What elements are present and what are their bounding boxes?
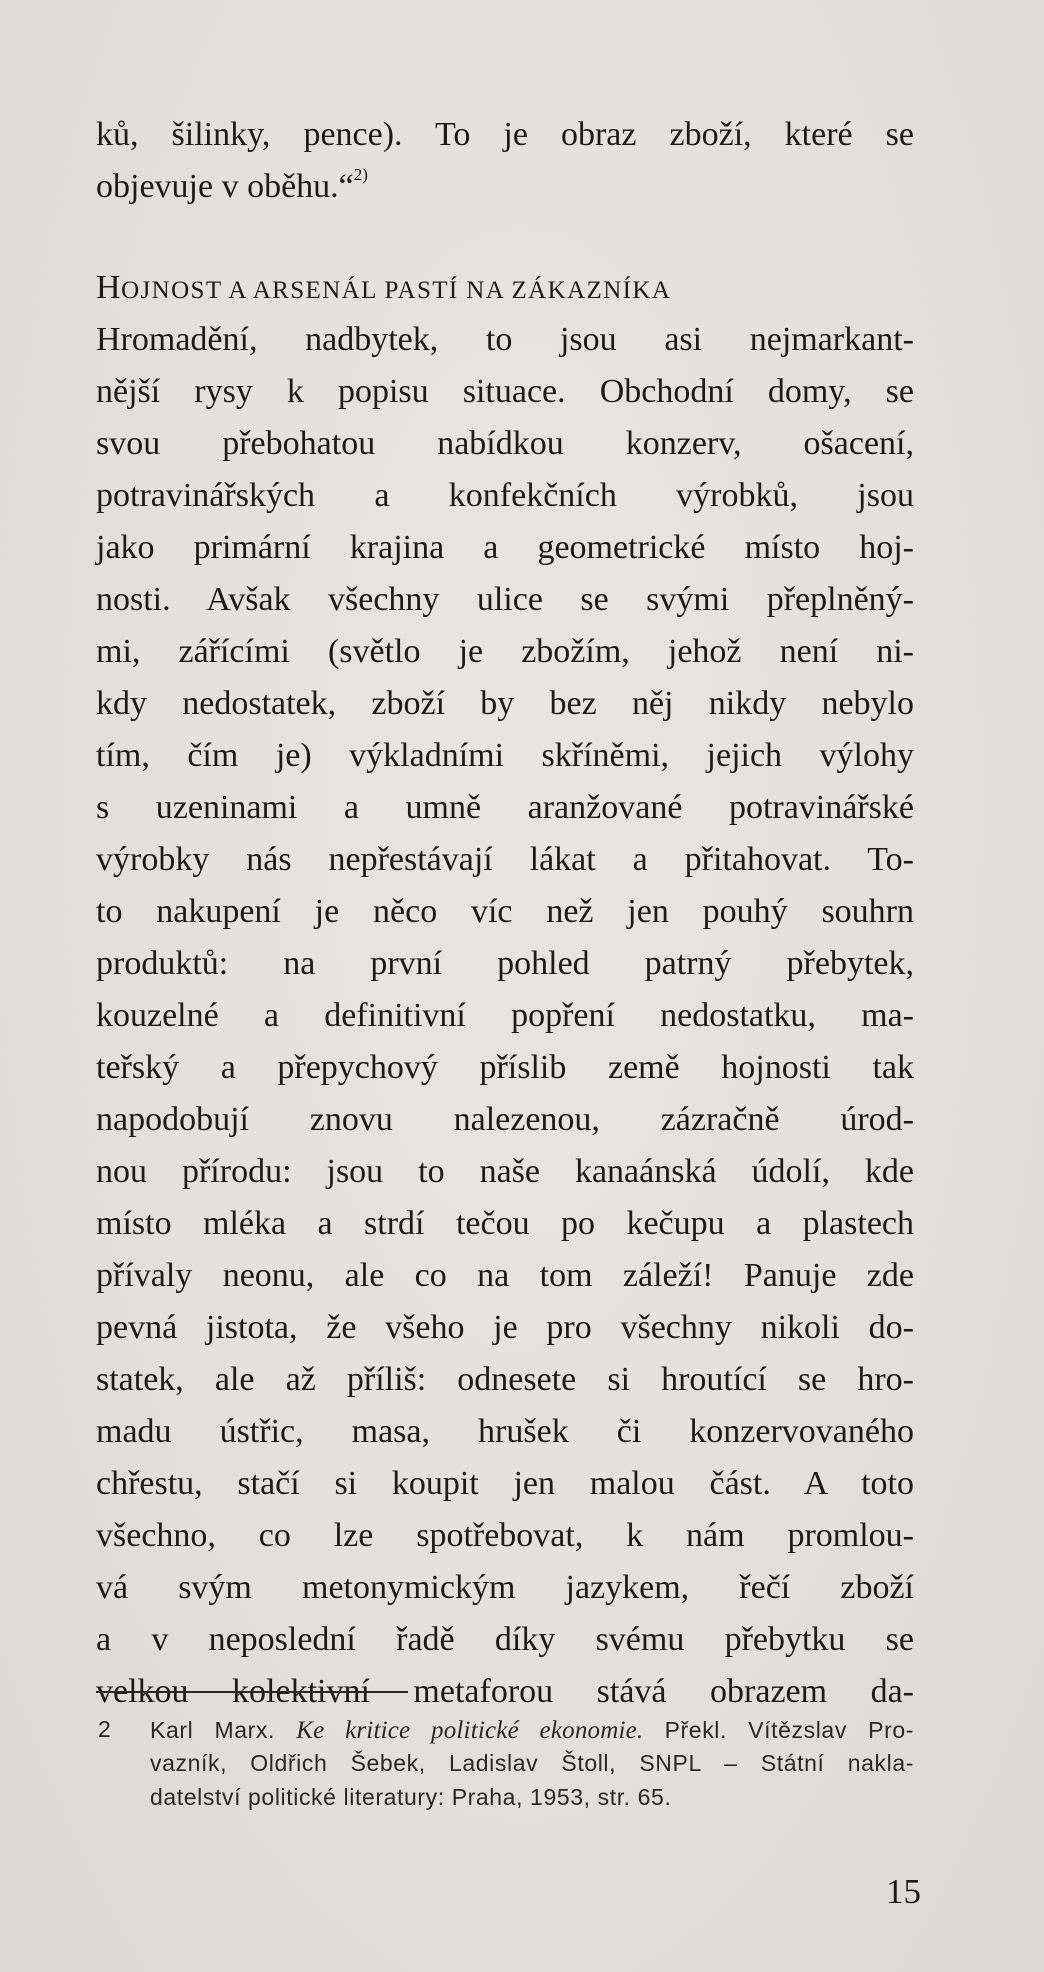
paragraph-line: potravinářských a konfekčních výrobků, jsou <box>96 477 914 514</box>
paragraph-line: teřský a přepychový příslib země hojnosti tak <box>96 1049 914 1086</box>
paragraph-line: Hromadění, nadbytek, to jsou asi nejmarkant- <box>96 321 914 358</box>
footnote-title: Ke kritice politické ekonomie. <box>296 1717 644 1744</box>
paragraph-line: místo mléka a strdí tečou po kečupu a plastech <box>96 1205 914 1242</box>
paragraph-line: přívaly neonu, ale co na tom záleží! Panuje zde <box>96 1257 914 1294</box>
paragraph-line: pevná jistota, že všeho je pro všechny nikoli do- <box>96 1309 914 1346</box>
paragraph-line: jako primární krajina a geometrické místo hoj- <box>96 529 914 566</box>
footnote-line-1 <box>150 1718 914 1746</box>
heading-initial: H <box>96 269 122 306</box>
footnote-line-3: datelství politické literatury: Praha, 1953, str. 65. <box>150 1784 672 1810</box>
paragraph-line: kdy nedostatek, zboží by bez něj nikdy nebylo <box>96 685 914 722</box>
intro-line-2: objevuje v oběhu.“$^{2)}$ <box>96 165 368 205</box>
paragraph-line: to nakupení je něco víc než jen pouhý souhrn <box>96 893 914 930</box>
footnote-line-2: vazník, Oldřich Šebek, Ladislav Štoll, SNPL – Státní nakla- <box>150 1750 914 1776</box>
paragraph-line: nější rysy k popisu situace. Obchodní domy, se <box>96 373 914 410</box>
paragraph-line: velkou kolektivní metaforou stává obrazem da- <box>96 1673 914 1710</box>
paragraph-line: výrobky nás nepřestávají lákat a přitahovat. To- <box>96 841 914 878</box>
footnote-separator <box>96 1691 408 1693</box>
section-heading <box>96 271 671 305</box>
footnote-author: Karl Marx. <box>150 1717 276 1743</box>
paragraph-line: s uzeninami a umně aranžované potravinářské <box>96 789 914 826</box>
paragraph-line: všechno, co lze spotřebovat, k nám promlou- <box>96 1517 914 1554</box>
paragraph-line: mi, zářícími (světlo je zbožím, jehož není ni- <box>96 633 914 670</box>
paragraph-line: statek, ale až příliš: odnesete si hroutící se hro- <box>96 1361 914 1398</box>
paragraph-line: madu ústřic, masa, hrušek či konzervovaného <box>96 1413 914 1450</box>
paragraph-line: tím, čím je) výkladními skříněmi, jejich výlohy <box>96 737 914 774</box>
paragraph-line: nosti. Avšak všechny ulice se svými přeplněný- <box>96 581 914 618</box>
heading-rest: OJNOST A ARSENÁL PASTÍ NA ZÁKAZNÍKA <box>121 277 672 304</box>
paragraph-line: nou přírodu: jsou to naše kanaánská údolí, kde <box>96 1153 914 1190</box>
paragraph-line: produktů: na první pohled patrný přebytek, <box>96 945 914 982</box>
footnote-translator: Překl. Vítězslav Pro- <box>664 1717 914 1743</box>
footnote-number: 2 <box>98 1716 112 1742</box>
paragraph-line: svou přebohatou nabídkou konzerv, ošacení, <box>96 425 914 462</box>
paragraph-line: napodobují znovu nalezenou, zázračně úrod- <box>96 1101 914 1138</box>
footnote-marker: 2) <box>353 165 368 184</box>
paragraph-line: vá svým metonymickým jazykem, řečí zboží <box>96 1569 914 1606</box>
paragraph-line: kouzelné a definitivní popření nedostatku, ma- <box>96 997 914 1034</box>
paragraph-line: a v neposlední řadě díky svému přebytku se <box>96 1621 914 1658</box>
page-number: 15 <box>886 1872 921 1911</box>
intro-line-1: ků, šilinky, pence). To je obraz zboží, které se <box>96 116 914 153</box>
paragraph-line: chřestu, stačí si koupit jen malou část. A toto <box>96 1465 914 1502</box>
